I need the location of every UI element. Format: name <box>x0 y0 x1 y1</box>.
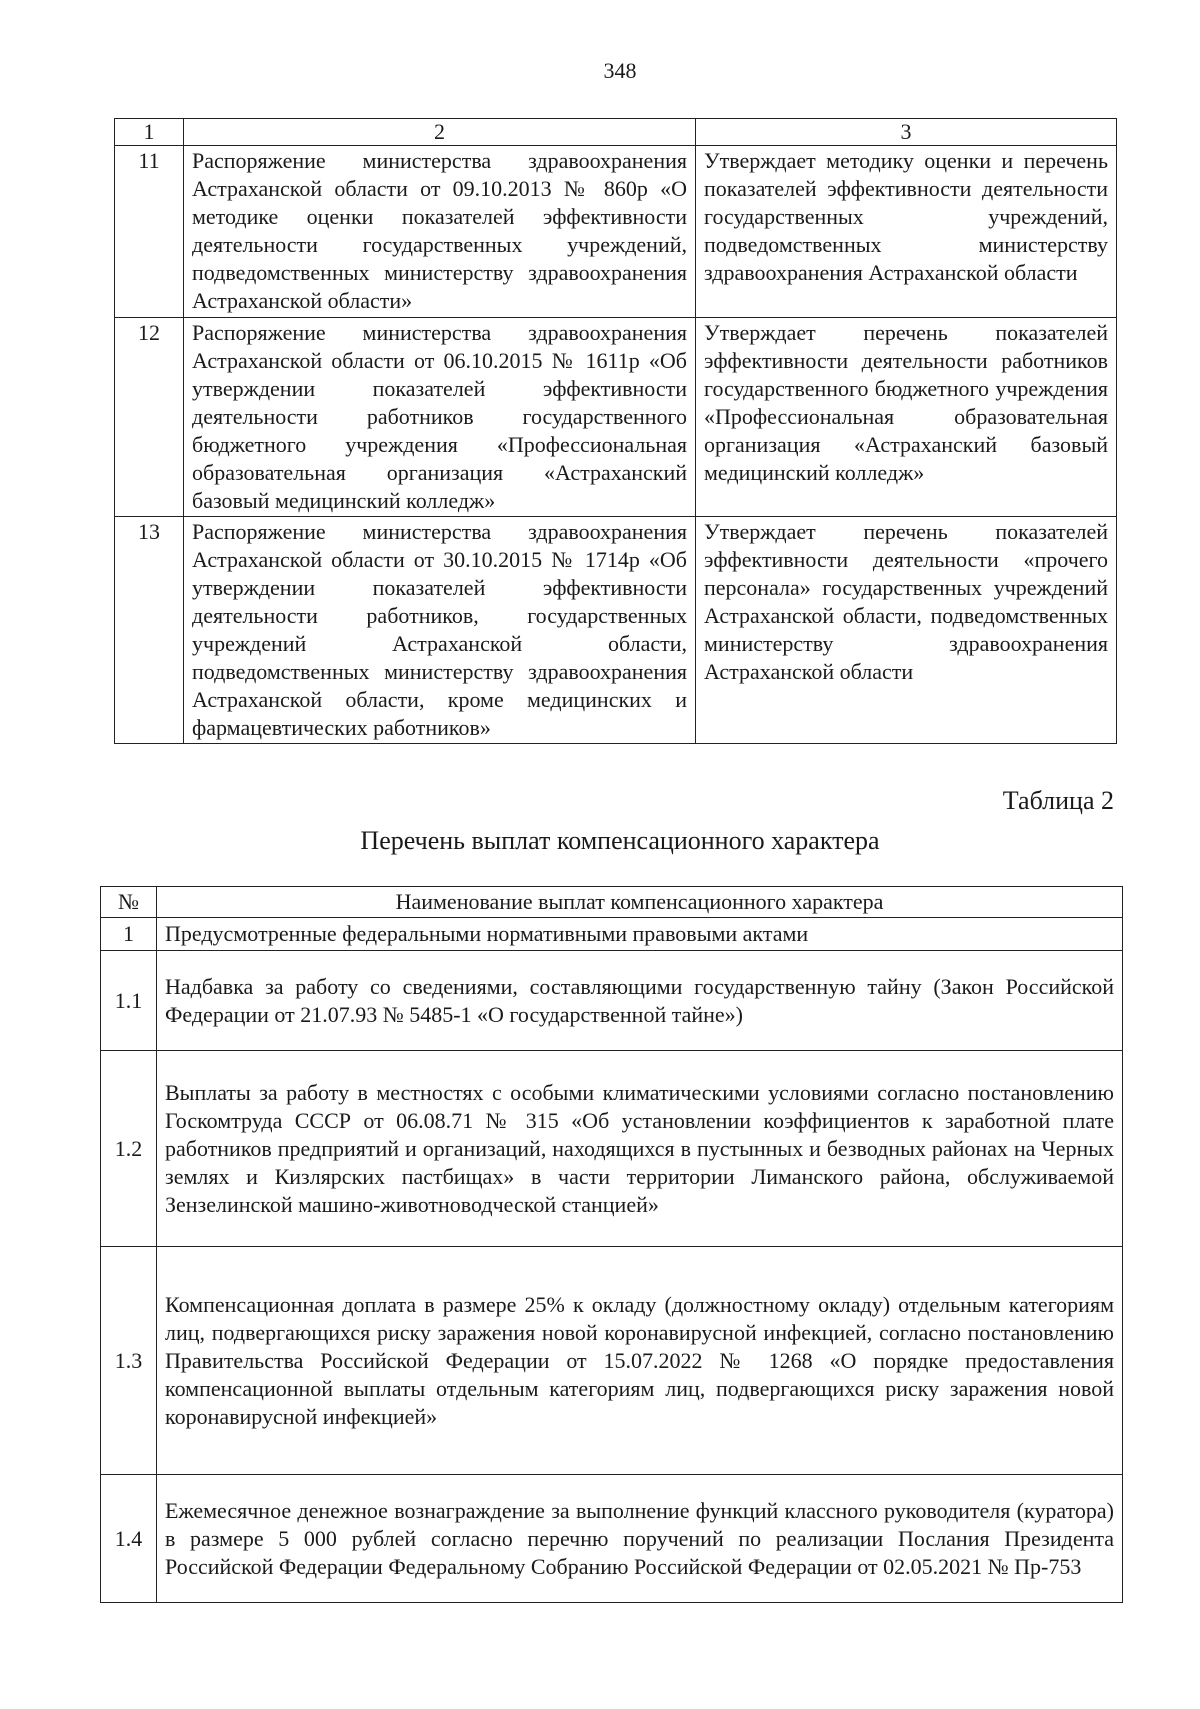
table-row <box>101 1247 1123 1475</box>
row-number: 1.1 <box>101 951 157 1051</box>
document-description: Утверждает перечень показателей эффективности деятельности «прочего персонала» государственных учреждений Астраханской области, подведомственных министерству здравоохранения Астраханской области <box>696 517 1117 744</box>
row-number: 12 <box>115 318 184 517</box>
row-number: 1 <box>101 918 157 951</box>
row-number: 1.4 <box>101 1475 157 1603</box>
table1-header-col3: 3 <box>696 119 1117 146</box>
table1-header-col2: 2 <box>184 119 696 146</box>
table2-header-name: Наименование выплат компенсационного характера <box>157 887 1123 918</box>
table2-title: Перечень выплат компенсационного характера <box>360 826 880 855</box>
document-name: Распоряжение министерства здравоохранения Астраханской области от 30.10.2015 № 1714р «Об утверждении показателей эффективности деятельности работников, государственных учреждений Астраханской области, подведомственных министерству здравоохранения Астраханской области, кроме медицинских и фармацевтических работников» <box>184 517 696 744</box>
payment-name: Компенсационная доплата в размере 25% к окладу (должностному окладу) отдельным категориям лиц, подвергающихся риску заражения новой коронавирусной инфекцией, согласно постановлению Правительства Российской Федерации от 15.07.2022 № 1268 «О порядке предоставления компенсационной выплаты отдельным категориям лиц, подвергающихся риску заражения новой коронавирусной инфекцией» <box>157 1247 1123 1475</box>
table-row <box>101 951 1123 1051</box>
row-number: 11 <box>115 146 184 318</box>
table-row <box>115 146 1117 318</box>
payment-name: Выплаты за работу в местностях с особыми климатическими условиями согласно постановлению Госкомтруда СССР от 06.08.71 № 315 «Об установлении коэффициентов к заработной плате работников предприятий и организаций, находящихся в пустынных и безводных районах на Черных землях и Кизлярских пастбищах» в части территории Лиманского района, обслуживаемой Зензелинской машино-животноводческой станцией» <box>157 1051 1123 1247</box>
table-row <box>115 517 1117 744</box>
row-number: 1.3 <box>101 1247 157 1475</box>
document-description: Утверждает методику оценки и перечень показателей эффективности деятельности государственных учреждений, подведомственных министерству здравоохранения Астраханской области <box>696 146 1117 318</box>
compensation-payments-table <box>100 886 1123 1603</box>
payment-name: Надбавка за работу со сведениями, составляющими государственную тайну (Закон Российской Федерации от 21.07.93 № 5485-1 «О государственной тайне») <box>157 951 1123 1051</box>
table2-header-row <box>101 887 1123 918</box>
documents-table <box>114 118 1117 744</box>
document-description: Утверждает перечень показателей эффективности деятельности работников государственного бюджетного учреждения «Профессиональная образовательная организация «Астраханский базовый медицинский колледж» <box>696 318 1117 517</box>
document-name: Распоряжение министерства здравоохранения Астраханской области от 06.10.2015 № 1611р «Об утверждении показателей эффективности деятельности работников государственного бюджетного учреждения «Профессиональная образовательная организация «Астраханский базовый медицинский колледж» <box>184 318 696 517</box>
table2-label: Таблица 2 <box>1002 786 1114 815</box>
table-row <box>101 918 1123 951</box>
table1-header-col1: 1 <box>115 119 184 146</box>
page-number: 348 <box>603 58 637 83</box>
row-number: 13 <box>115 517 184 744</box>
table-row <box>115 318 1117 517</box>
table2-header-number: № <box>101 887 157 918</box>
table1-header-row <box>115 119 1117 146</box>
payment-name: Ежемесячное денежное вознаграждение за выполнение функций классного руководителя (куратора) в размере 5 000 рублей согласно перечню поручений по реализации Послания Президента Российской Федерации Федеральному Собранию Российской Федерации от 02.05.2021 № Пр-753 <box>157 1475 1123 1603</box>
row-number: 1.2 <box>101 1051 157 1247</box>
table-row <box>101 1051 1123 1247</box>
document-name: Распоряжение министерства здравоохранения Астраханской области от 09.10.2013 № 860р «О методике оценки показателей эффективности деятельности государственных учреждений, подведомственных министерству здравоохранения Астраханской области» <box>184 146 696 318</box>
payment-name: Предусмотренные федеральными нормативными правовыми актами <box>157 918 1123 951</box>
table-row <box>101 1475 1123 1603</box>
